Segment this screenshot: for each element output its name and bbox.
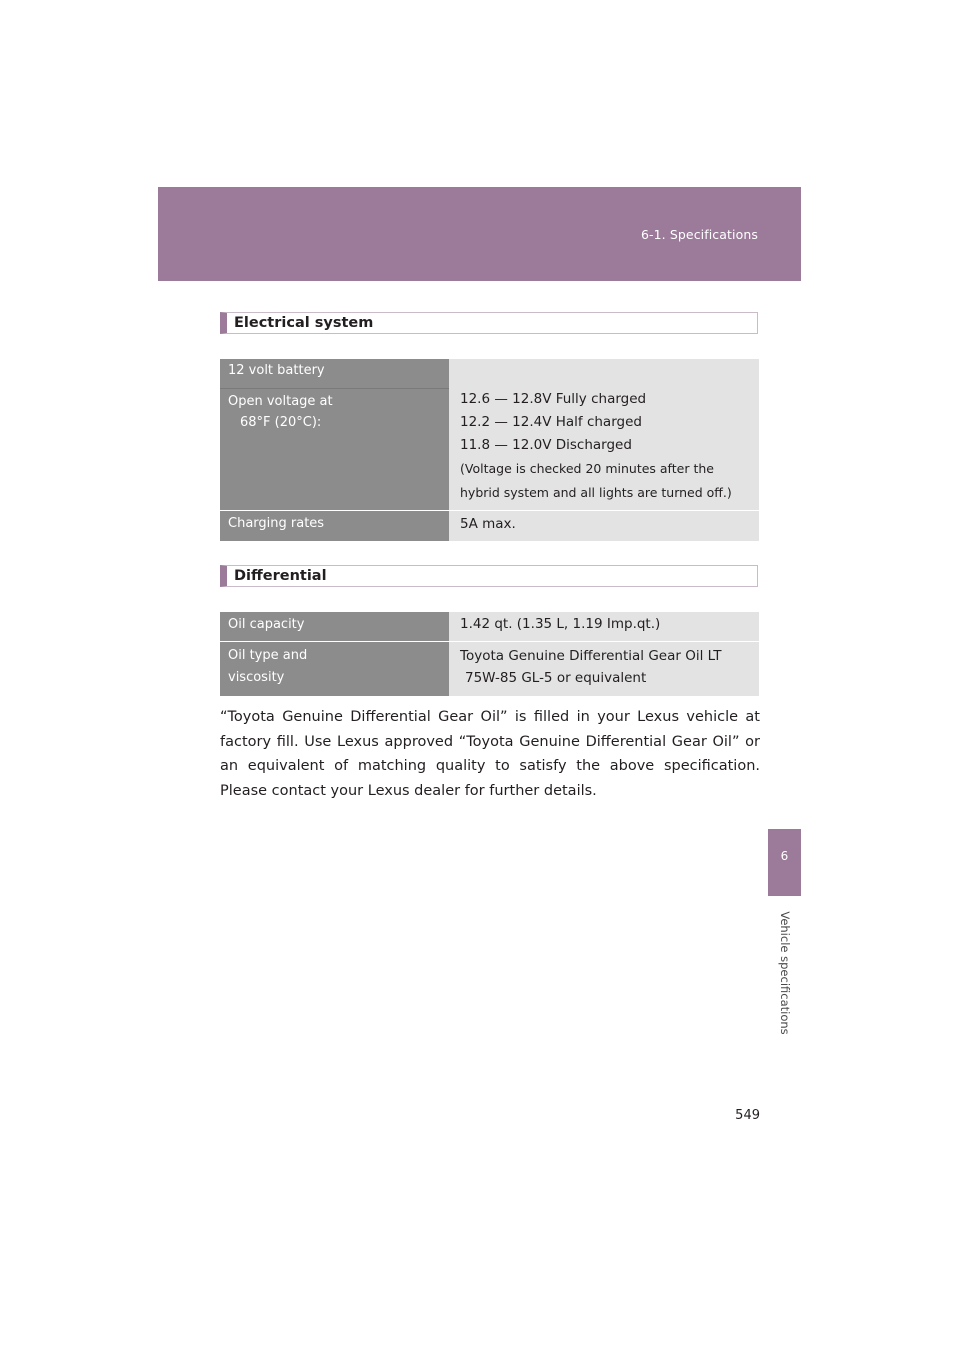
charging-label-cell xyxy=(220,511,449,541)
table-row xyxy=(220,359,759,510)
oil-type-label-line-2: viscosity xyxy=(228,670,285,685)
charging-label: Charging rates xyxy=(228,516,325,531)
differential-note-paragraph: “Toyota Genuine Differential Gear Oil” is filled in your Lexus vehicle at factory fill. Use Lexus approved “Toyota Genuine Differential Gear Oil” or an equivalent of matching quality to satisfy the above specification. Please contact your Lexus dealer for further details. xyxy=(220,709,760,799)
table-row xyxy=(220,641,759,696)
section-title: 6-1. Specifications xyxy=(640,227,758,242)
battery-label: 12 volt battery xyxy=(228,363,325,378)
electrical-system-title: Electrical system xyxy=(234,315,374,331)
voltage-half-charged: 12.2 — 12.4V Half charged xyxy=(460,414,642,430)
electrical-spec-table xyxy=(220,359,759,541)
voltage-label-line-1: Open voltage at xyxy=(228,394,333,409)
voltage-label-line-2: 68°F (20°C): xyxy=(240,415,322,430)
battery-label-cell xyxy=(220,359,449,510)
page-number: 549 xyxy=(735,1108,760,1123)
chapter-label: Vehicle specifications xyxy=(777,911,792,1035)
chapter-number: 6 xyxy=(780,849,789,863)
voltage-values-cell xyxy=(449,359,759,510)
differential-title: Differential xyxy=(234,568,327,584)
charging-value-cell xyxy=(449,511,759,541)
differential-heading xyxy=(220,565,758,587)
voltage-note-line-2: hybrid system and all lights are turned off.) xyxy=(460,485,732,500)
chapter-header-band xyxy=(158,187,801,281)
oil-capacity-value-cell xyxy=(449,612,759,641)
voltage-fully-charged: 12.6 — 12.8V Fully charged xyxy=(460,391,647,407)
voltage-note-line-1: (Voltage is checked 20 minutes after the xyxy=(460,461,714,476)
chapter-tab xyxy=(768,829,801,896)
voltage-discharged: 11.8 — 12.0V Discharged xyxy=(460,437,632,453)
oil-type-value-line-2: 75W-85 GL-5 or equivalent xyxy=(465,670,647,686)
chapter-side-label xyxy=(768,906,801,1040)
differential-spec-table xyxy=(220,612,759,696)
oil-type-value-line-1: Toyota Genuine Differential Gear Oil LT xyxy=(460,648,722,664)
oil-type-value-cell xyxy=(449,642,759,696)
oil-type-label-line-1: Oil type and xyxy=(228,648,308,663)
oil-capacity-label: Oil capacity xyxy=(228,617,305,632)
electrical-system-heading xyxy=(220,312,758,334)
oil-type-label-cell xyxy=(220,642,449,696)
table-row xyxy=(220,612,759,641)
oil-capacity-label-cell xyxy=(220,612,449,641)
table-row xyxy=(220,510,759,541)
oil-capacity-value: 1.42 qt. (1.35 L, 1.19 Imp.qt.) xyxy=(460,616,661,632)
charging-value: 5A max. xyxy=(460,516,516,532)
